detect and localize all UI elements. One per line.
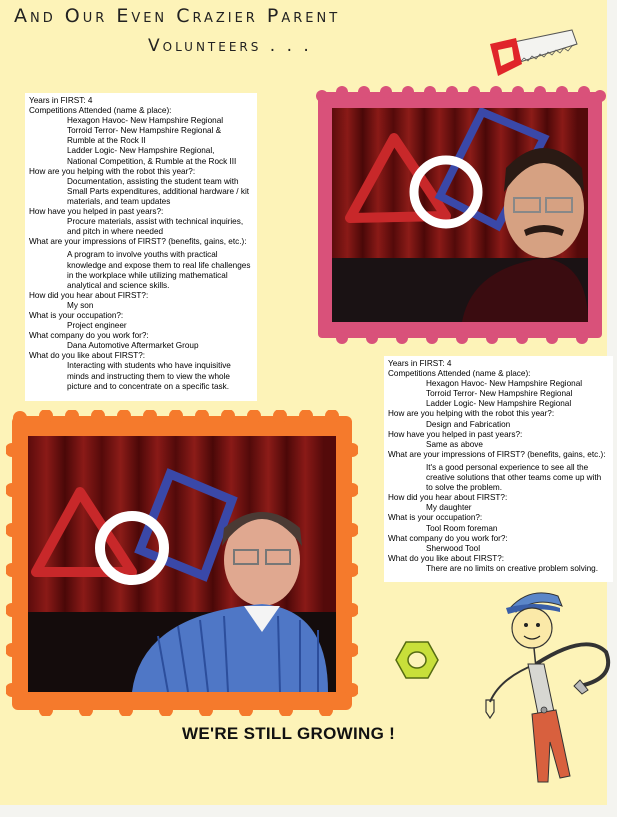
impressions-answer: It's a good personal experience to see all the creative solutions that other teams come up with to solve the problem. xyxy=(426,462,602,493)
volunteer-1-profile xyxy=(25,93,257,401)
competition-item: Hexagon Havoc- New Hampshire Regional xyxy=(67,116,224,126)
volunteer-1-photo xyxy=(332,108,588,322)
past-years-question: How have you helped in past years?: xyxy=(29,207,164,217)
helping-question: How are you helping with the robot this year?: xyxy=(29,166,196,176)
hear-question: How did you hear about FIRST?: xyxy=(388,493,508,503)
past-years-answer: Procure materials, assist with technical inquiries, and pitch in where needed xyxy=(67,217,244,237)
photo-frame-orange xyxy=(6,410,358,716)
hear-answer: My daughter xyxy=(426,503,472,513)
photo-frame-pink xyxy=(312,86,608,344)
volunteer-2-photo xyxy=(28,436,336,692)
company-question: What company do you work for?: xyxy=(388,533,508,543)
slogan: WE'RE STILL GROWING ! xyxy=(182,724,396,743)
competition-item: Torroid Terror- New Hampshire Regional xyxy=(426,389,573,399)
competition-item: National Competition, & Rumble at the Rock III xyxy=(67,156,237,166)
volunteer-2-profile xyxy=(384,356,613,582)
impressions-question: What are your impressions of FIRST? (benefits, gains, etc.): xyxy=(29,237,247,247)
years-in-first: Years in FIRST: 4 xyxy=(388,359,452,368)
page-subtitle: Volunteers . . . xyxy=(148,36,312,56)
company-answer: Dana Automotive Aftermarket Group xyxy=(67,341,199,351)
past-years-question: How have you helped in past years?: xyxy=(388,429,523,439)
hex-nut-icon xyxy=(394,640,440,680)
occupation-answer: Tool Room foreman xyxy=(426,523,498,533)
company-question: What company do you work for?: xyxy=(29,331,149,341)
helping-answer: Documentation, assisting the student team with Small Parts expenditures, additional hardware / kit materials, and team updates xyxy=(67,176,250,206)
impressions-question: What are your impressions of FIRST? (benefits, gains, etc.): xyxy=(388,449,606,459)
competitions-question: Competitions Attended (name & place): xyxy=(29,106,172,116)
impressions-answer: A program to involve youths with practical knowledge and expose them to real life challenges in the workplace while utilizing mathematical analytical and science skills. xyxy=(67,250,251,290)
like-question: What do you like about FIRST?: xyxy=(29,351,146,361)
occupation-question: What is your occupation?: xyxy=(388,513,483,523)
past-years-answer: Same as above xyxy=(426,439,483,449)
helping-answer: Design and Fabrication xyxy=(426,419,511,429)
competitions-question: Competitions Attended (name & place): xyxy=(388,369,531,379)
like-answer: There are no limits on creative problem solving. xyxy=(426,563,599,573)
like-question: What do you like about FIRST?: xyxy=(388,553,505,563)
saw-icon xyxy=(484,26,580,82)
occupation-question: What is your occupation?: xyxy=(29,310,124,320)
robot-mascot-icon xyxy=(476,582,616,788)
competition-item: Ladder Logic- New Hampshire Regional, xyxy=(67,146,215,156)
scan-edge-bottom xyxy=(0,805,617,817)
like-answer: Interacting with students who have inquisitive minds and instructing them to view the whole picture and to concentrate on a specific task. xyxy=(67,361,231,391)
competition-item: Hexagon Havoc- New Hampshire Regional xyxy=(426,379,583,389)
company-answer: Sherwood Tool xyxy=(426,543,481,553)
page-title: And Our Even Crazier Parent xyxy=(14,5,341,27)
helping-question: How are you helping with the robot this year?: xyxy=(388,409,555,419)
hear-question: How did you hear about FIRST?: xyxy=(29,290,149,300)
competition-item: Torroid Terror- New Hampshire Regional & xyxy=(67,126,222,136)
competition-item: Ladder Logic- New Hampshire Regional xyxy=(426,399,572,409)
competition-item: Rumble at the Rock II xyxy=(67,136,146,146)
years-in-first: Years in FIRST: 4 xyxy=(29,96,93,105)
hear-answer: My son xyxy=(67,300,94,310)
occupation-answer: Project engineer xyxy=(67,321,127,331)
